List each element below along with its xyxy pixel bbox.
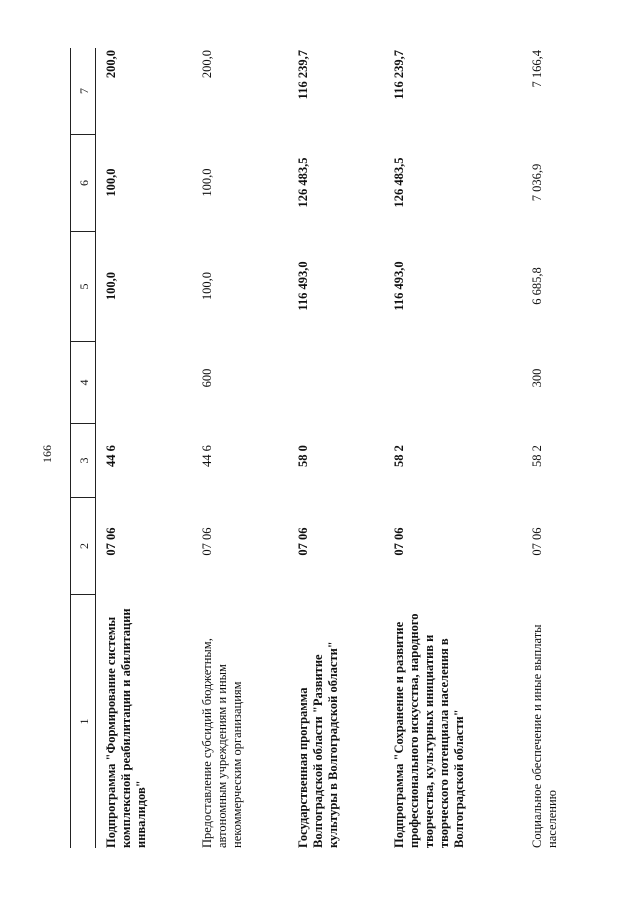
row-value-7: 116 239,7 bbox=[296, 50, 310, 100]
page-number: 166 bbox=[40, 445, 54, 463]
table-header bbox=[70, 48, 96, 848]
row-value-5: 100,0 bbox=[104, 271, 118, 301]
row-type bbox=[384, 341, 522, 423]
row-target: 58 0 bbox=[296, 445, 310, 467]
column-header-3: 3 bbox=[70, 423, 96, 497]
row-name: Подпрограмма "Сохранение и развитие профессионального искусства, народного творчества, культурных инициатив и творческого потенциала населения в Волгоградской области" bbox=[392, 613, 466, 848]
table-row bbox=[384, 48, 522, 848]
column-header-7: 7 bbox=[70, 48, 96, 134]
row-value-6: 126 483,5 bbox=[296, 157, 310, 208]
row-section: 07 06 bbox=[200, 527, 214, 556]
row-value-6: 100,0 bbox=[200, 168, 214, 197]
row-type: 300 bbox=[530, 368, 544, 388]
table-row bbox=[288, 48, 384, 848]
row-section: 07 06 bbox=[104, 527, 118, 556]
row-name: Подпрограмма "Формирование системы комплексной реабилитации и абилитации инвалидов" bbox=[104, 608, 148, 848]
row-type: 600 bbox=[200, 368, 214, 388]
row-section: 07 06 bbox=[296, 527, 310, 556]
row-type bbox=[96, 341, 192, 423]
row-value-6: 100,0 bbox=[104, 168, 118, 197]
row-value-5: 116 493,0 bbox=[296, 261, 310, 311]
table-row bbox=[522, 48, 582, 848]
row-name: Государственная программа Волгоградской области "Развитие культуры в Волгоградской области" bbox=[296, 641, 340, 848]
row-value-6: 126 483,5 bbox=[392, 157, 406, 208]
row-target: 44 6 bbox=[104, 445, 118, 467]
budget-table bbox=[70, 48, 610, 848]
row-target: 58 2 bbox=[392, 445, 406, 467]
row-name: Предоставление субсидий бюджетным, автономным учреждениям и иным некоммерческим организациям bbox=[200, 638, 244, 848]
column-header-1: 1 bbox=[70, 594, 96, 848]
row-value-5: 100,0 bbox=[200, 271, 214, 301]
row-section: 07 06 bbox=[392, 527, 406, 556]
column-header-4: 4 bbox=[70, 341, 96, 423]
row-value-6: 7 036,9 bbox=[530, 163, 544, 202]
row-type bbox=[288, 341, 384, 423]
table-row bbox=[192, 48, 288, 848]
page-number-wrap bbox=[40, 442, 54, 466]
table-row bbox=[96, 48, 192, 848]
column-header-2: 2 bbox=[70, 497, 96, 594]
row-value-7: 200,0 bbox=[104, 50, 118, 79]
row-value-5: 6 685,8 bbox=[530, 267, 544, 305]
row-value-7: 116 239,7 bbox=[392, 50, 406, 100]
row-value-5: 116 493,0 bbox=[392, 261, 406, 311]
row-section: 07 06 bbox=[530, 527, 544, 556]
row-value-7: 7 166,4 bbox=[530, 50, 544, 88]
row-name: Социальное обеспечение и иные выплаты населению bbox=[530, 624, 559, 848]
column-header-5: 5 bbox=[70, 231, 96, 341]
column-header-6: 6 bbox=[70, 134, 96, 231]
row-target: 44 6 bbox=[200, 445, 214, 467]
row-target: 58 2 bbox=[530, 445, 544, 467]
row-value-7: 200,0 bbox=[200, 50, 214, 79]
